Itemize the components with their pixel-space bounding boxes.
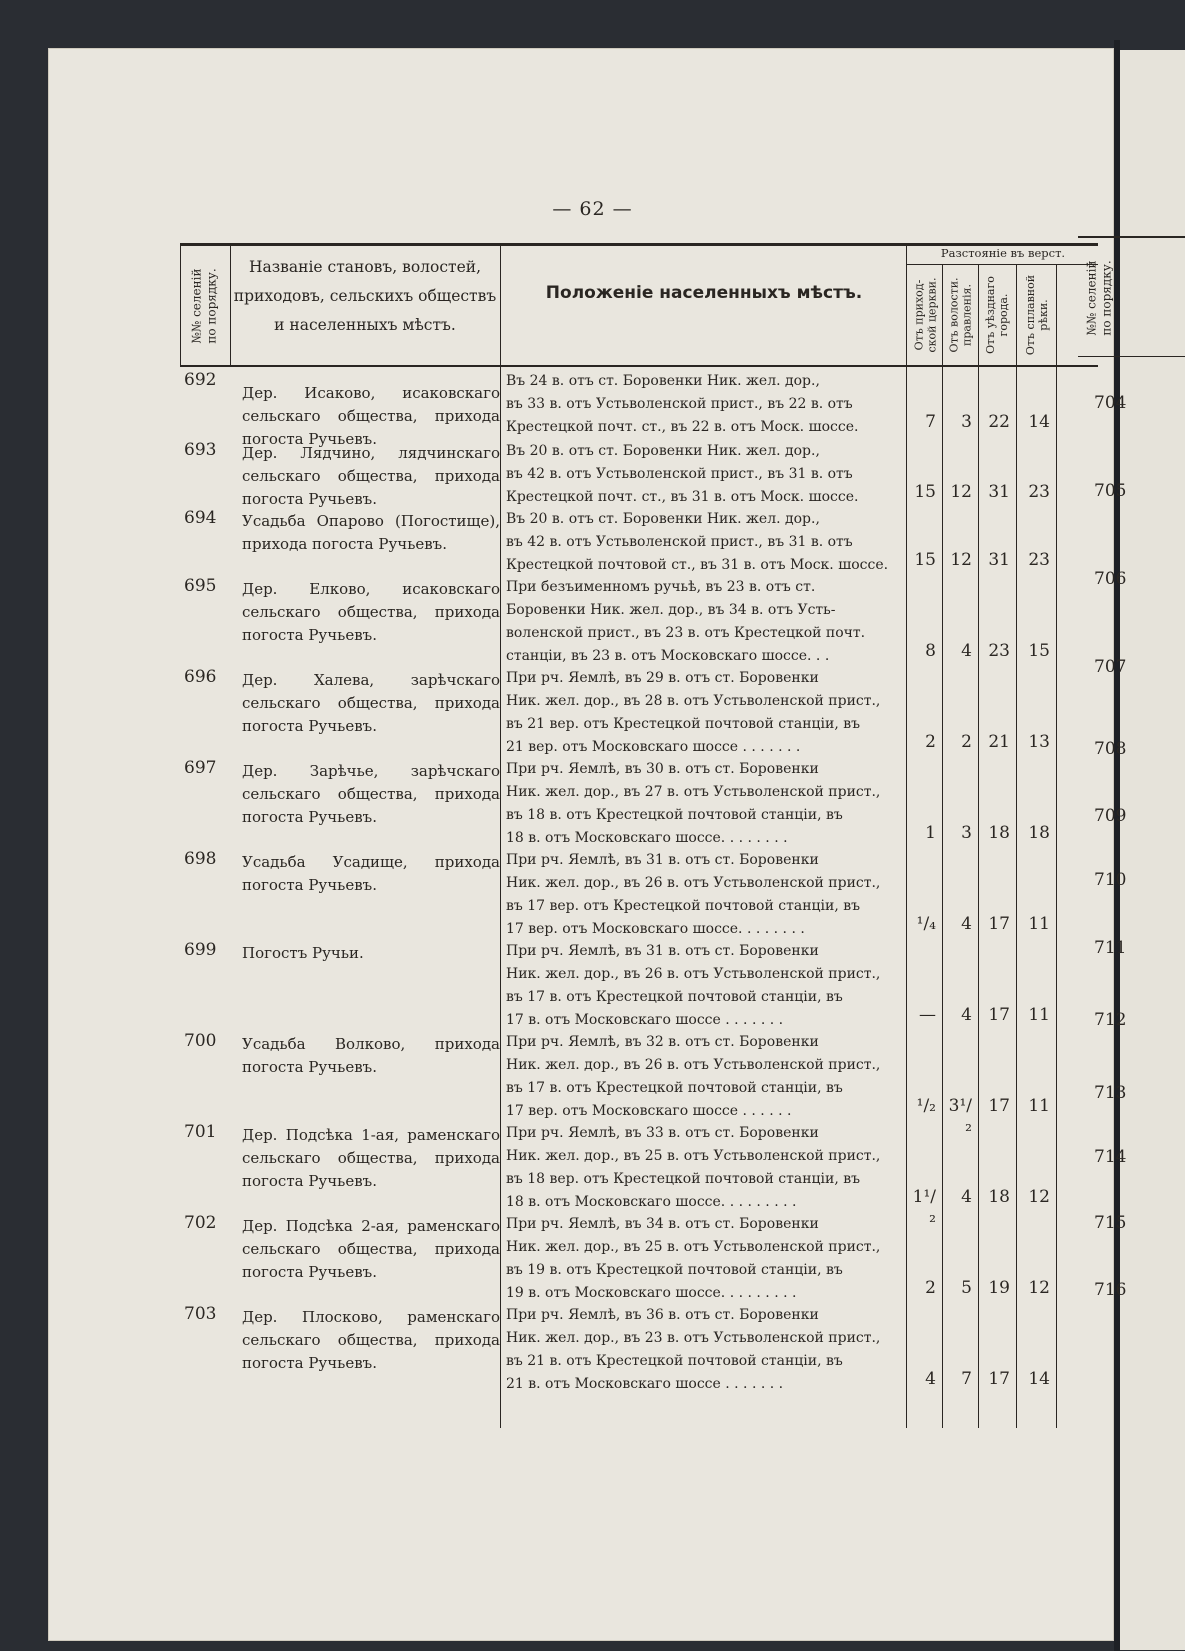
- col-line: [1056, 265, 1057, 1428]
- header-dist-church-label: Отъ приход- ской церкви.: [912, 277, 939, 353]
- dist-town: 22: [988, 412, 1010, 432]
- row-position: Въ 20 в. отъ ст. Боровенки Ник. жел. дор., въ 42 в. отъ Устьволенской прист., въ 31 в. отъ Крестецкой почтовой ст., въ 31 в. отъ Моск. шоссе.: [506, 511, 889, 573]
- dist-river: 14: [1028, 412, 1050, 432]
- dist-volost: 3: [961, 823, 972, 843]
- row-name: Дер. Зарѣчье, зарѣчскаго сельскаго общества, прихода погоста Ручьевъ.: [242, 762, 500, 826]
- next-page-number: 713: [1094, 1083, 1127, 1103]
- col-line: [906, 243, 907, 1428]
- header-distance-title: Разстояніе въ верст.: [940, 246, 1066, 260]
- header-position-column: Положеніе населенныхъ мѣстъ.: [545, 283, 863, 303]
- row-number: 692: [184, 370, 217, 390]
- row-name: Дер. Плосково, раменскаго сельскаго общества, прихода погоста Ручьевъ.: [242, 1308, 500, 1372]
- col-line: [1016, 265, 1017, 1428]
- next-page-number: 714: [1094, 1147, 1127, 1167]
- dist-town: 17: [988, 1096, 1010, 1116]
- dist-town: 17: [988, 1005, 1010, 1025]
- dist-town: 19: [988, 1278, 1010, 1298]
- row-name: Погостъ Ручьи.: [242, 944, 364, 962]
- row-name: Дер. Халева, зарѣчскаго сельскаго общества, прихода погоста Ручьевъ.: [242, 671, 500, 735]
- header-dist-volost-label: Отъ волости. правленія.: [948, 277, 975, 353]
- next-page-number: 708: [1094, 739, 1127, 759]
- row-number: 695: [184, 576, 217, 596]
- row-name: Усадьба Волково, прихода погоста Ручьевъ.: [242, 1035, 500, 1076]
- next-page-number: 712: [1094, 1010, 1127, 1030]
- dist-volost: 12: [950, 550, 972, 570]
- dist-town: 17: [988, 1369, 1010, 1389]
- next-page-header-label: №№ селеній по порядку.: [1085, 259, 1114, 336]
- row-number: 701: [184, 1122, 217, 1142]
- dist-river: 11: [1028, 1005, 1050, 1025]
- next-page-number: 705: [1094, 481, 1127, 501]
- dist-church: 4: [925, 1369, 936, 1389]
- page-number: — 62 —: [552, 198, 633, 220]
- dist-volost: 3¹/₂: [948, 1096, 972, 1136]
- dist-town: 21: [988, 732, 1010, 752]
- dist-volost: 4: [961, 641, 972, 661]
- header-dist-town-label: Отъ уѣзднаго города.: [984, 276, 1011, 354]
- dist-river: 11: [1028, 914, 1050, 934]
- dist-river: 15: [1028, 641, 1050, 661]
- row-name: Дер. Подсѣка 2-ая, раменскаго сельскаго общества, прихода погоста Ручьевъ.: [242, 1217, 500, 1281]
- row-position: При рч. Яемлѣ, въ 34 в. отъ ст. Боровенки Ник. жел. дор., въ 25 в. отъ Устьволенской прист., въ 19 в. отъ Крестецкой почтовой станціи, въ 19 в. отъ Московскаго шоссе. . . . . . . . .: [506, 1216, 881, 1301]
- row-name: Дер. Подсѣка 1-ая, раменскаго сельскаго общества, прихода погоста Ручьевъ.: [242, 1126, 500, 1190]
- header-number-column: [180, 249, 230, 363]
- dist-church: ¹/₄: [916, 914, 936, 934]
- row-position: Въ 20 в. отъ ст. Боровенки Ник. жел. дор., въ 42 в. отъ Устьволенской прист., въ 31 в. отъ Крестецкой почт. ст., въ 31 в. отъ Моск. шоссе.: [506, 443, 859, 505]
- next-page-number: 707: [1094, 657, 1127, 677]
- col-line: [942, 265, 943, 1428]
- header-dist-river-label: Отъ сплавной рѣки.: [1024, 274, 1050, 356]
- row-number: 699: [184, 940, 217, 960]
- settlements-table: [180, 243, 1098, 1428]
- dist-church: 15: [914, 550, 936, 570]
- next-page-number: 711: [1094, 938, 1127, 958]
- row-number: 698: [184, 849, 217, 869]
- dist-volost: 12: [950, 482, 972, 502]
- dist-river: 11: [1028, 1096, 1050, 1116]
- table-header-rule: [180, 365, 1098, 367]
- dist-church: 1¹/₂: [912, 1187, 936, 1227]
- dist-church: ¹/₂: [916, 1096, 936, 1116]
- row-number: 700: [184, 1031, 217, 1051]
- dist-volost: 4: [961, 1005, 972, 1025]
- row-position: При рч. Яемлѣ, въ 33 в. отъ ст. Боровенки Ник. жел. дор., въ 25 в. отъ Устьволенской прист., въ 18 вер. отъ Крестецкой почтовой станціи, въ 18 в. отъ Московскаго шоссе. . . . . . . . .: [506, 1125, 881, 1210]
- row-position: При рч. Яемлѣ, въ 32 в. отъ ст. Боровенки Ник. жел. дор., въ 26 в. отъ Устьволенской прист., въ 17 в. отъ Крестецкой почтовой станціи, въ 17 вер. отъ Московскаго шоссе . . . . . .: [506, 1034, 881, 1119]
- dist-river: 12: [1028, 1187, 1050, 1207]
- next-page-number: 716: [1094, 1280, 1127, 1300]
- row-position: При рч. Яемлѣ, въ 31 в. отъ ст. Боровенки Ник. жел. дор., въ 26 в. отъ Устьволенской прист., въ 17 в. отъ Крестецкой почтовой станціи, въ 17 в. отъ Московскаго шоссе . . . . . . .: [506, 943, 881, 1028]
- dist-river: 23: [1028, 550, 1050, 570]
- row-name: Дер. Елково, исаковскаго сельскаго общества, прихода погоста Ручьевъ.: [242, 580, 500, 644]
- row-name: Дер. Лядчино, лядчинскаго сельскаго общества, прихода погоста Ручьевъ.: [242, 444, 500, 508]
- row-number: 694: [184, 508, 217, 528]
- col-line: [978, 265, 979, 1428]
- row-number: 702: [184, 1213, 217, 1233]
- dist-church: —: [919, 1005, 936, 1025]
- header-dist-river: [1018, 265, 1056, 365]
- dist-church: 7: [925, 412, 936, 432]
- dist-church: 2: [925, 732, 936, 752]
- next-page-number: 706: [1094, 569, 1127, 589]
- dist-river: 23: [1028, 482, 1050, 502]
- dist-town: 31: [988, 550, 1010, 570]
- dist-volost: 7: [961, 1369, 972, 1389]
- row-position: При рч. Яемлѣ, въ 30 в. отъ ст. Боровенки Ник. жел. дор., въ 27 в. отъ Устьволенской прист., въ 18 в. отъ Крестецкой почтовой станціи, въ 18 в. отъ Московскаго шоссе. . . . . . . .: [506, 761, 881, 846]
- row-name: Усадьба Усадище, прихода погоста Ручьевъ.: [242, 853, 500, 894]
- dist-town: 18: [988, 823, 1010, 843]
- dist-town: 18: [988, 1187, 1010, 1207]
- next-page-number: 715: [1094, 1213, 1127, 1233]
- row-position: При рч. Яемлѣ, въ 31 в. отъ ст. Боровенки Ник. жел. дор., въ 26 в. отъ Устьволенской прист., въ 17 вер. отъ Крестецкой почтовой станціи, въ 17 вер. отъ Московскаго шоссе. . . . . . . .: [506, 852, 881, 937]
- header-dist-volost: [942, 265, 980, 365]
- dist-river: 12: [1028, 1278, 1050, 1298]
- row-name: Усадьба Опарово (Погостище), прихода погоста Ручьевъ.: [242, 512, 500, 553]
- row-number: 703: [184, 1304, 217, 1324]
- col-line: [500, 243, 501, 1428]
- row-position: При безъименномъ ручьѣ, въ 23 в. отъ ст. Боровенки Ник. жел. дор., въ 34 в. отъ Усть- воленской прист., въ 23 в. отъ Крестецкой почт. станціи, въ 23 в. отъ Московскаго шоссе. . .: [506, 579, 866, 664]
- next-page-edge: [1120, 50, 1185, 1650]
- dist-volost: 4: [961, 1187, 972, 1207]
- row-number: 697: [184, 758, 217, 778]
- dist-church: 2: [925, 1278, 936, 1298]
- row-number: 693: [184, 440, 217, 460]
- header-number-label: №№ селеній по порядку.: [190, 268, 219, 344]
- row-number: 696: [184, 667, 217, 687]
- dist-town: 17: [988, 914, 1010, 934]
- dist-church: 1: [925, 823, 936, 843]
- row-position: При рч. Яемлѣ, въ 29 в. отъ ст. Боровенки Ник. жел. дор., въ 28 в. отъ Устьволенской прист., въ 21 вер. отъ Крестецкой почтовой станціи, въ 21 вер. отъ Московскаго шоссе . . . . . . .: [506, 670, 881, 755]
- next-page-number: 710: [1094, 870, 1127, 890]
- dist-town: 23: [988, 641, 1010, 661]
- row-position: При рч. Яемлѣ, въ 36 в. отъ ст. Боровенки Ник. жел. дор., въ 23 в. отъ Устьволенской прист., въ 21 в. отъ Крестецкой почтовой станціи, въ 21 в. отъ Московскаго шоссе . . . . . . .: [506, 1307, 881, 1392]
- next-page-header-rule: [1078, 356, 1185, 357]
- dist-volost: 4: [961, 914, 972, 934]
- dist-volost: 5: [961, 1278, 972, 1298]
- header-dist-town: [978, 265, 1016, 365]
- dist-volost: 3: [961, 412, 972, 432]
- next-page-header: [1078, 240, 1122, 355]
- dist-river: 14: [1028, 1369, 1050, 1389]
- col-line: [230, 243, 231, 367]
- next-page-number: 709: [1094, 806, 1127, 826]
- header-dist-church: [906, 265, 944, 365]
- dist-river: 18: [1028, 823, 1050, 843]
- row-position: Въ 24 в. отъ ст. Боровенки Ник. жел. дор., въ 33 в. отъ Устьволенской прист., въ 22 в. отъ Крестецкой почт. ст., въ 22 в. отъ Моск. шоссе.: [506, 373, 859, 435]
- header-name-column: Названіе становъ, волостей, приходовъ, сельскихъ обществъ и населенныхъ мѣстъ.: [233, 258, 497, 334]
- next-page-top-rule: [1078, 236, 1185, 238]
- dist-volost: 2: [961, 732, 972, 752]
- dist-river: 13: [1028, 732, 1050, 752]
- dist-church: 15: [914, 482, 936, 502]
- next-page-number: 704: [1094, 393, 1127, 413]
- dist-church: 8: [925, 641, 936, 661]
- dist-town: 31: [988, 482, 1010, 502]
- row-name: Дер. Исаково, исаковскаго сельскаго общества, прихода погоста Ручьевъ.: [242, 384, 500, 448]
